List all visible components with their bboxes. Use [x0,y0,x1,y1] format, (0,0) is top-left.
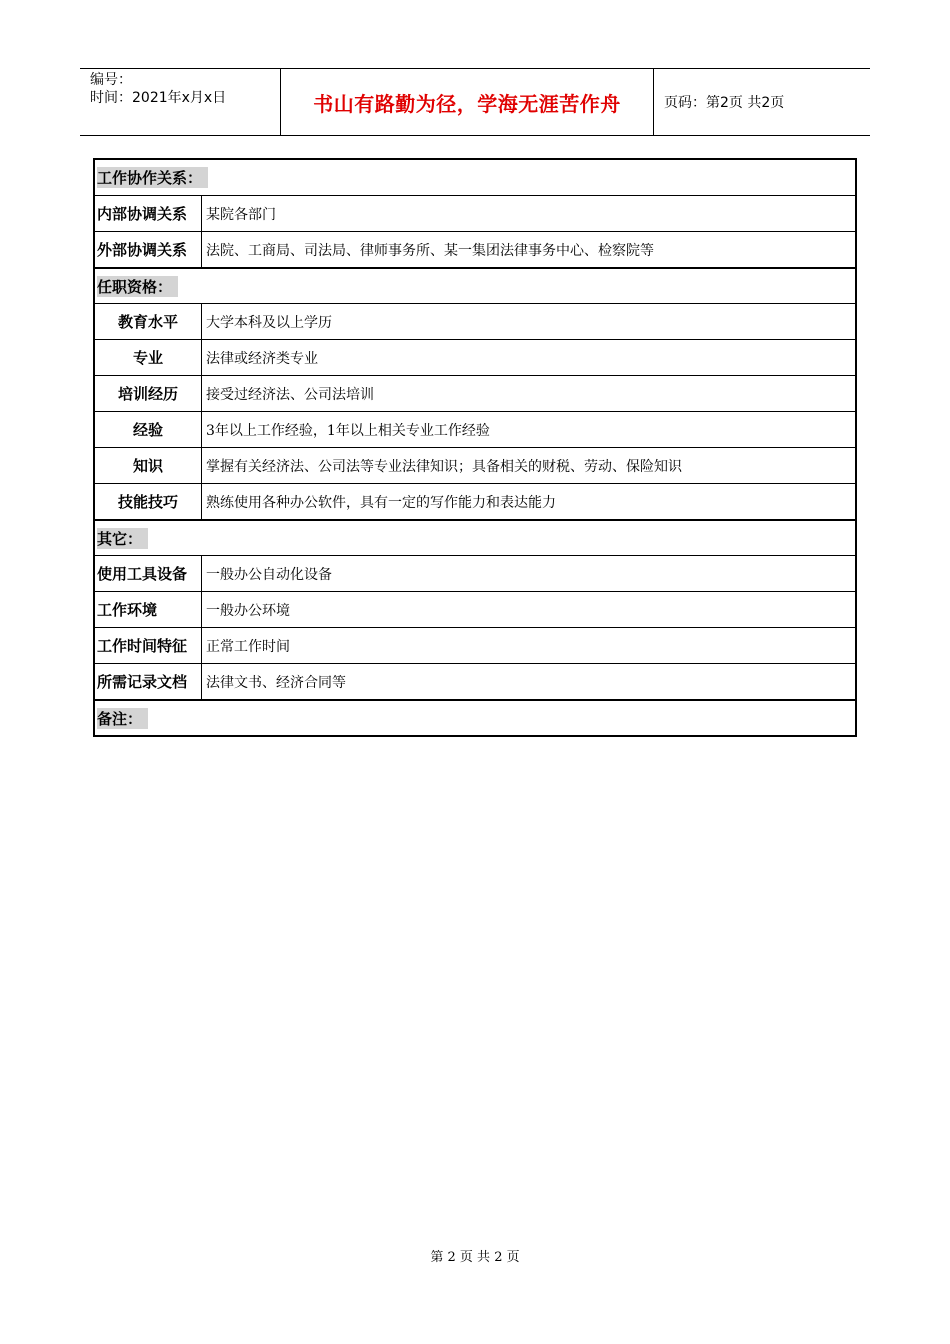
row-label: 外部协调关系 [95,232,202,267]
table-row [95,483,855,519]
table-row [95,339,855,375]
header-meta [80,69,281,135]
row-label: 经验 [95,412,202,447]
header-motto: 书山有路勤为径，学海无涯苦作舟 [313,91,621,116]
header-motto-cell [281,69,654,135]
row-value: 熟练使用各种办公软件，具有一定的写作能力和表达能力 [206,494,556,511]
section-title: 备注： [97,708,148,729]
row-value: 法律文书、经济合同等 [206,674,346,691]
table-row [95,375,855,411]
section-title: 其它： [97,528,148,549]
row-value: 正常工作时间 [206,638,290,655]
section-remarks [95,699,855,735]
row-label: 培训经历 [95,376,202,411]
section-qualification [95,267,855,303]
table-row [95,663,855,699]
table-row [95,555,855,591]
job-description-table [93,158,857,737]
row-label: 专业 [95,340,202,375]
table-row [95,411,855,447]
table-row [95,627,855,663]
table-row [95,447,855,483]
row-label: 工作环境 [95,592,202,627]
row-value: 掌握有关经济法、公司法等专业法律知识；具备相关的财税、劳动、保险知识 [206,458,682,475]
section-other [95,519,855,555]
row-value: 某院各部门 [206,206,276,223]
section-cooperation [95,160,855,195]
row-value: 法律或经济类专业 [206,350,318,367]
row-label: 技能技巧 [95,484,202,519]
document-number-label: 编号： [90,72,132,88]
row-value: 一般办公环境 [206,602,290,619]
row-label: 工作时间特征 [95,628,202,663]
row-value: 大学本科及以上学历 [206,314,332,331]
table-row [95,195,855,231]
row-label: 使用工具设备 [95,556,202,591]
table-row [95,231,855,267]
row-value: 法院、工商局、司法局、律师事务所、某一集团法律事务中心、检察院等 [206,242,654,259]
row-label: 所需记录文档 [95,664,202,699]
header-page-number: 页码：第2页 共2页 [664,95,785,111]
row-label: 知识 [95,448,202,483]
row-value: 接受过经济法、公司法培训 [206,386,374,403]
document-time-label: 时间：2021年x月x日 [90,90,227,106]
page-header [80,68,870,136]
page-footer: 第 2 页 共 2 页 [430,1250,520,1265]
row-value: 一般办公自动化设备 [206,566,332,583]
row-value: 3年以上工作经验，1年以上相关专业工作经验 [206,422,490,439]
row-label: 内部协调关系 [95,196,202,231]
row-label: 教育水平 [95,304,202,339]
section-title: 任职资格： [97,276,178,297]
table-row [95,303,855,339]
section-title: 工作协作关系： [97,167,208,188]
table-row [95,591,855,627]
